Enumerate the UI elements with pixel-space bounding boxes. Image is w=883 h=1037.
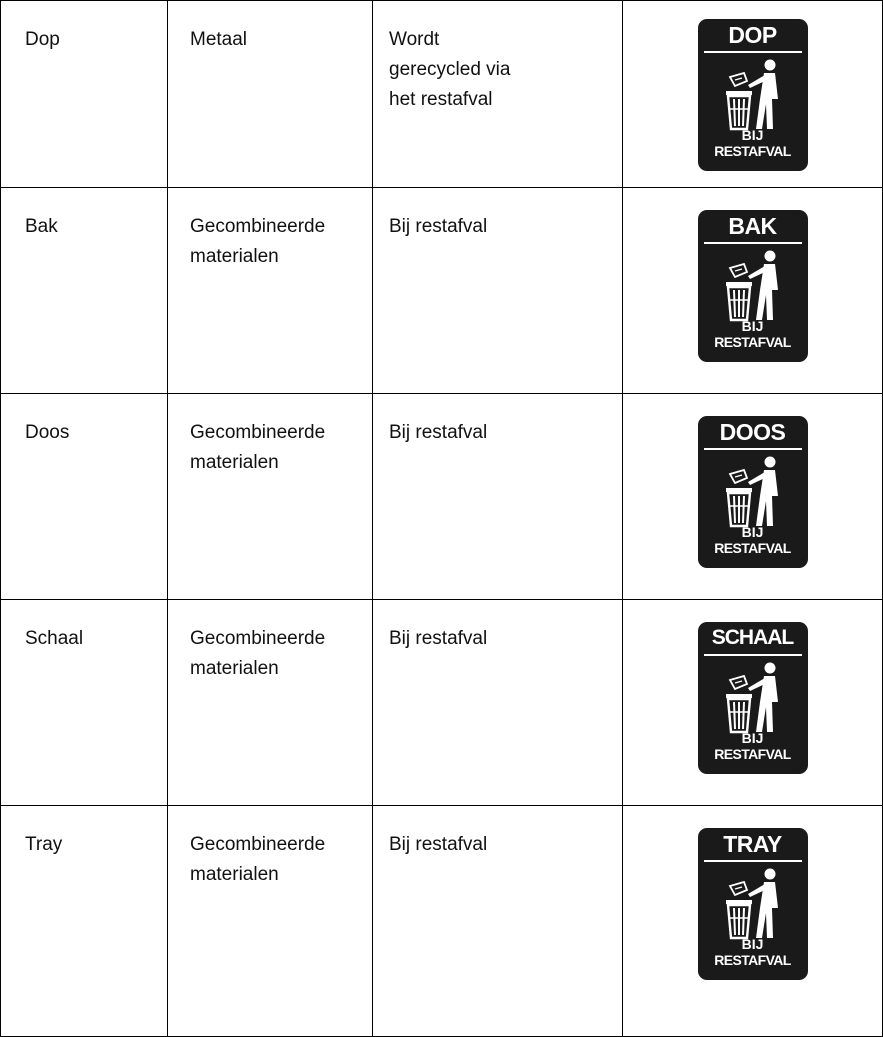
- logo-title: BAK: [728, 213, 777, 239]
- part-name: Schaal: [25, 628, 84, 649]
- material-line: Gecombineerde: [190, 422, 326, 443]
- disposal-cell: [373, 806, 623, 1037]
- table-row: [1, 1, 883, 188]
- logo-cell: [623, 188, 883, 394]
- table-row: [1, 188, 883, 394]
- table-row: [1, 394, 883, 600]
- disposal-line: Bij restafval: [389, 834, 488, 855]
- part-cell: [1, 1, 168, 188]
- logo-divider: [704, 860, 802, 862]
- disposal-line: Bij restafval: [389, 422, 488, 443]
- tidyman-bin-icon: [718, 662, 788, 734]
- disposal-cell: [373, 1, 623, 188]
- material-cell: [168, 1, 373, 188]
- logo-divider: [704, 242, 802, 244]
- material-line: Metaal: [190, 29, 248, 50]
- logo-cell: [623, 806, 883, 1037]
- disposal-logo: [698, 622, 808, 774]
- logo-title: SCHAAL: [711, 626, 794, 649]
- material-cell: [168, 600, 373, 806]
- material-line: materialen: [190, 658, 279, 679]
- logo-divider: [704, 654, 802, 656]
- logo-line-1: BIJ: [741, 524, 764, 540]
- disposal-line: Bij restafval: [389, 216, 488, 237]
- tidyman-bin-icon: [718, 868, 788, 940]
- part-name: Dop: [25, 29, 60, 50]
- logo-cell: [623, 394, 883, 600]
- disposal-logo: [698, 416, 808, 568]
- logo-line-2: RESTAFVAL: [714, 952, 791, 968]
- disposal-line: Wordt: [389, 29, 440, 50]
- disposal-logo: [698, 19, 808, 171]
- logo-line-2: RESTAFVAL: [714, 746, 791, 762]
- part-cell: [1, 600, 168, 806]
- disposal-cell: [373, 394, 623, 600]
- material-line: Gecombineerde: [190, 628, 326, 649]
- logo-line-2: RESTAFVAL: [714, 334, 791, 350]
- material-cell: [168, 806, 373, 1037]
- logo-cell: [623, 600, 883, 806]
- tidyman-bin-icon: [718, 456, 788, 528]
- part-name: Bak: [25, 216, 58, 237]
- disposal-logo: [698, 210, 808, 362]
- logo-line-1: BIJ: [741, 318, 764, 334]
- disposal-cell: [373, 188, 623, 394]
- logo-divider: [704, 448, 802, 450]
- logo-cell: [623, 1, 883, 188]
- logo-title: DOOS: [719, 419, 786, 445]
- material-line: materialen: [190, 864, 279, 885]
- material-cell: [168, 188, 373, 394]
- table-body: [1, 1, 883, 1037]
- logo-line-1: BIJ: [741, 936, 764, 952]
- disposal-line: het restafval: [389, 89, 493, 110]
- logo-title: TRAY: [723, 831, 782, 857]
- table-row: [1, 806, 883, 1037]
- disposal-logo: [698, 828, 808, 980]
- disposal-cell: [373, 600, 623, 806]
- material-line: materialen: [190, 452, 279, 473]
- tidyman-bin-icon: [718, 250, 788, 322]
- logo-divider: [704, 51, 802, 53]
- part-name: Doos: [25, 422, 70, 443]
- table-row: [1, 600, 883, 806]
- logo-title: DOP: [728, 22, 777, 48]
- tidyman-bin-icon: [718, 59, 788, 131]
- part-cell: [1, 188, 168, 394]
- material-line: Gecombineerde: [190, 216, 326, 237]
- material-line: materialen: [190, 246, 279, 267]
- logo-line-2: RESTAFVAL: [714, 143, 791, 159]
- part-name: Tray: [25, 834, 63, 855]
- part-cell: [1, 806, 168, 1037]
- material-line: Gecombineerde: [190, 834, 326, 855]
- material-cell: [168, 394, 373, 600]
- logo-line-1: BIJ: [741, 127, 764, 143]
- disposal-line: Bij restafval: [389, 628, 488, 649]
- logo-line-1: BIJ: [741, 730, 764, 746]
- part-cell: [1, 394, 168, 600]
- disposal-line: gerecycled via: [389, 59, 511, 80]
- logo-line-2: RESTAFVAL: [714, 540, 791, 556]
